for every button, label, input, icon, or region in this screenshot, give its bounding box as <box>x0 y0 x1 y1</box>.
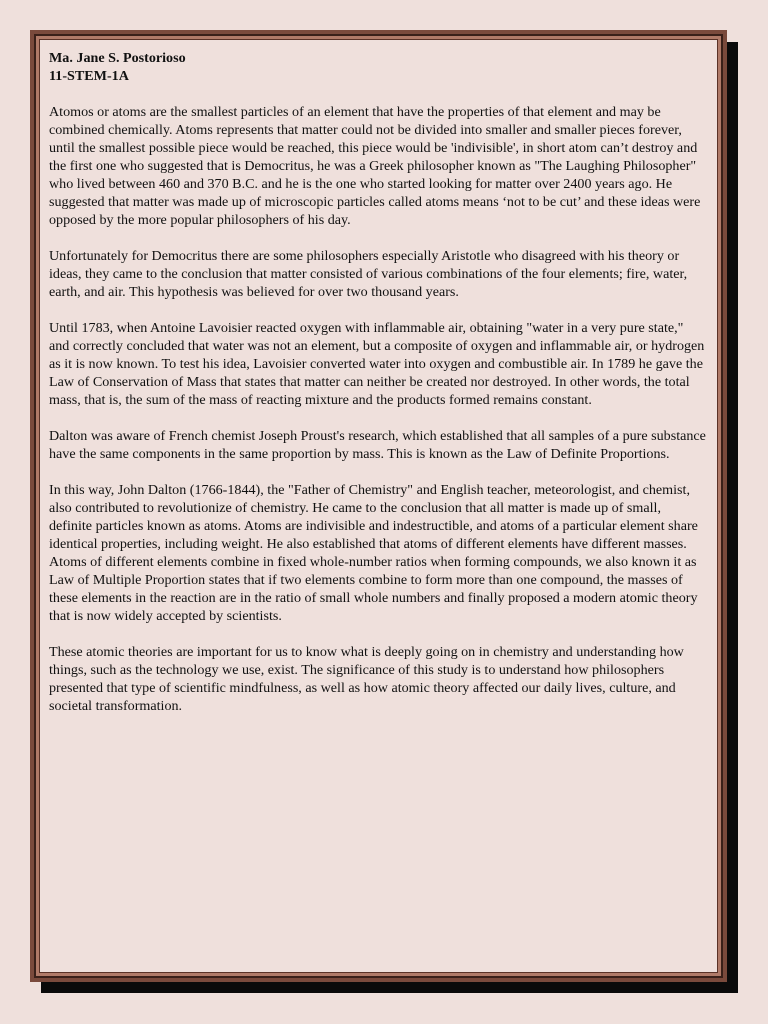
paragraph-dalton: In this way, John Dalton (1766-1844), the "Father of Chemistry" and English teacher, meteorologist, and chemist, also contributed to revolutionize of chemistry. He came to the conclusion that all matter is made up of small, definite particles known as atoms. Atoms are indivisible and indestructible, and atoms of a particular element share identical properties, including weight. He also established that atoms of different elements have different masses. Atoms of different elements combine in fixed whole-number ratios when forming compounds, we also known it as Law of Multiple Proportion states that if two elements combine to form more than one compound, the masses of these elements in the reaction are in the ratio of small whole numbers and finally proposed a modern atomic theory that is now widely accepted by scientists. <box>49 482 698 624</box>
author-name: Ma. Jane S. Postorioso <box>49 50 186 66</box>
document-page <box>39 39 718 973</box>
paragraph-conclusion: These atomic theories are important for us to know what is deeply going on in chemistry and understanding how things, such as the technology we use, exist. The significance of this study is to understand how philosophers presented that type of scientific mindfulness, as well as how atomic theory affected our daily lives, culture, and societal transformation. <box>49 644 684 714</box>
paragraph-democritus: Atomos or atoms are the smallest particles of an element that have the properties of that element and may be combined chemically. Atoms represents that matter could not be divided into smaller and smaller pieces forever, until the smallest possible piece would be reached, this piece would be 'indivisible', in short atom can’t destroy and the first one who suggested that is Democritus, he was a Greek philosopher known as "The Laughing Philosopher" who lived between 460 and 370 B.C. and he is the one who started looking for matter over 2400 years ago. He suggested that matter was made up of microscopic particles called atoms means ‘not to be cut’ and these ideas were opposed by the more popular philosophers of his day. <box>49 104 701 228</box>
page-border <box>30 30 727 982</box>
author-section: 11-STEM-1A <box>49 68 129 84</box>
paragraph-proust: Dalton was aware of French chemist Joseph Proust's research, which established that all samples of a pure substance have the same components in the same proportion by mass. This is known as the Law of Definite Proportions. <box>49 428 706 462</box>
paragraph-lavoisier: Until 1783, when Antoine Lavoisier reacted oxygen with inflammable air, obtaining "water in a very pure state," and correctly concluded that water was not an element, but a composite of oxygen and inflammable air, or hydrogen as it is now known. To test his idea, Lavoisier converted water into oxygen and combustible air. In 1789 he gave the Law of Conservation of Mass that states that matter can neither be created nor destroyed. In other words, the total mass, that is, the sum of the mass of reacting mixture and the products formed remains constant. <box>49 320 705 408</box>
page-border-inner <box>34 34 723 978</box>
paragraph-aristotle: Unfortunately for Democritus there are some philosophers especially Aristotle who disagreed with his theory or ideas, they came to the conclusion that matter consisted of various combinations of the four elements; fire, water, earth, and air. This hypothesis was believed for over two thousand years. <box>49 248 688 300</box>
